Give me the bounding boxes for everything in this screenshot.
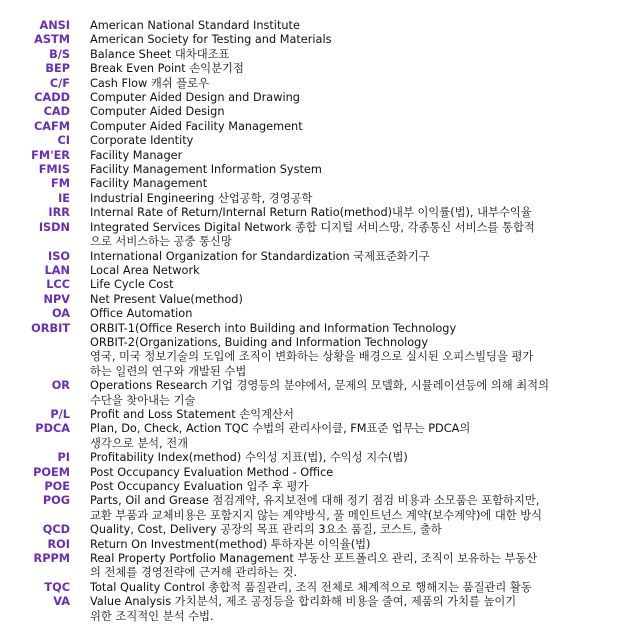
- definition-line: 생각으로 분석, 전개: [90, 436, 189, 450]
- glossary-definition: [90, 177, 620, 191]
- glossary-definition: [90, 62, 620, 76]
- glossary-term: NPV: [43, 292, 70, 306]
- glossary-term: IRR: [48, 206, 70, 220]
- glossary-entry: [0, 134, 635, 148]
- definition-line: Cash Flow 캐쉬 플로우: [90, 76, 209, 90]
- glossary-entry: [0, 77, 635, 91]
- definition-line: Profitability Index(method) 수익성 지표(법), 수익성 지수(법): [90, 451, 408, 465]
- glossary-definition: [90, 134, 620, 148]
- glossary-entry: [0, 480, 635, 494]
- glossary-term: P/L: [50, 407, 70, 421]
- glossary-entry: [0, 466, 635, 480]
- glossary-term: ISO: [48, 249, 70, 263]
- definition-line: 으로 서비스하는 공중 통신망: [90, 235, 232, 249]
- glossary-term: POE: [44, 480, 70, 493]
- glossary-definition: [90, 19, 620, 33]
- definition-line: Post Occupancy Evaluation 입주 후 평가: [90, 480, 309, 493]
- definition-line: Integrated Services Digital Network 종합 디지털 서비스망, 각종통신 서비스를 통합적: [90, 220, 535, 234]
- glossary-definition: [90, 595, 620, 624]
- definition-line: Office Automation: [90, 307, 193, 321]
- glossary-term: ANSI: [39, 19, 70, 32]
- glossary-term: LCC: [46, 278, 70, 292]
- glossary-entry: [0, 48, 635, 62]
- glossary-definition: [90, 322, 620, 380]
- glossary-entry: [0, 293, 635, 307]
- definition-line: Local Area Network: [90, 263, 200, 277]
- definition-line: 교환 부품과 교체비용은 포함지지 않는 계약방식, 풀 메인트넌스 계약(보수계약)에 대한 방식: [90, 508, 543, 522]
- glossary-term: PI: [57, 451, 70, 465]
- glossary-entry: [0, 451, 635, 465]
- definition-line: Computer Aided Facility Management: [90, 119, 303, 133]
- glossary-definition: [90, 48, 620, 62]
- glossary-entry: [0, 422, 635, 451]
- glossary-entry: [0, 278, 635, 292]
- definition-line: Post Occupancy Evaluation Method - Office: [90, 465, 334, 479]
- glossary-term: VA: [53, 595, 70, 609]
- glossary-entry: [0, 581, 635, 595]
- glossary-definition: [90, 307, 620, 321]
- definition-line: Life Cycle Cost: [90, 278, 174, 292]
- glossary-entry: [0, 19, 635, 33]
- glossary-term: C/F: [49, 76, 70, 90]
- glossary-term: CAFM: [34, 119, 70, 133]
- glossary-term: CI: [57, 134, 70, 148]
- definition-line: Profit and Loss Statement 손익계산서: [90, 407, 294, 421]
- glossary-term: ASTM: [34, 33, 70, 47]
- definition-line: Operations Research 기업 경영등의 분야에서, 문제의 모델화, 시뮬레이션등에 의해 최적의: [90, 379, 549, 393]
- glossary-definition: [90, 494, 620, 523]
- glossary-definition: [90, 221, 620, 250]
- glossary-term: CAD: [43, 105, 70, 119]
- definition-line: Facility Management Information System: [90, 163, 322, 177]
- glossary-entry: [0, 523, 635, 537]
- glossary-term: CADD: [34, 91, 70, 105]
- glossary-entry: [0, 120, 635, 134]
- definition-line: Break Even Point 손익분기점: [90, 62, 244, 76]
- glossary-definition: [90, 264, 620, 278]
- glossary-definition: [90, 33, 620, 47]
- glossary-entry: [0, 163, 635, 177]
- definition-line: International Organization for Standardization 국제표준화기구: [90, 249, 430, 263]
- definition-line: Facility Manager: [90, 148, 183, 162]
- glossary-definition: [90, 552, 620, 581]
- glossary-definition: [90, 293, 620, 307]
- glossary-term: B/S: [49, 47, 70, 61]
- definition-line: Corporate Identity: [90, 134, 194, 148]
- definition-line: Computer Aided Design: [90, 105, 225, 119]
- glossary-entry: [0, 494, 635, 523]
- glossary-term: QCD: [42, 523, 70, 537]
- glossary-entry: [0, 250, 635, 264]
- glossary-definition: [90, 379, 620, 408]
- glossary-definition: [90, 581, 620, 595]
- glossary-term: IE: [58, 191, 70, 205]
- glossary-definition: [90, 278, 620, 292]
- glossary-entry: [0, 408, 635, 422]
- glossary-definition: [90, 538, 620, 552]
- glossary-definition: [90, 206, 620, 220]
- definition-line: ORBIT-1(Office Reserch into Building and Information Technology: [90, 321, 457, 335]
- glossary-definition: [90, 163, 620, 177]
- glossary-term: FMIS: [38, 163, 70, 177]
- glossary-definition: [90, 120, 620, 134]
- glossary-definition: [90, 91, 620, 105]
- glossary-definition: [90, 523, 620, 537]
- definition-line: Return On Investment(method) 투하자본 이익율(법): [90, 537, 371, 551]
- glossary-term: OA: [51, 307, 70, 321]
- glossary-term: RPPM: [33, 552, 70, 566]
- glossary-term: BEP: [45, 62, 70, 76]
- glossary-entry: [0, 177, 635, 191]
- definition-line: Facility Management: [90, 177, 208, 191]
- glossary-term: ORBIT: [31, 321, 70, 335]
- glossary-entry: [0, 192, 635, 206]
- definition-line: 영국, 미국 정보기술의 도입에 조직이 변화하는 상황을 배경으로 실시된 오피스빌딩을 평가: [90, 350, 534, 364]
- glossary-entry: [0, 206, 635, 220]
- glossary-definition: [90, 250, 620, 264]
- definition-line: Industrial Engineering 산업공학, 경영공학: [90, 191, 313, 205]
- glossary-definition: [90, 480, 620, 494]
- definition-line: Computer Aided Design and Drawing: [90, 91, 300, 105]
- glossary-entry: [0, 33, 635, 47]
- glossary-term: POG: [42, 494, 70, 508]
- glossary-entry: [0, 538, 635, 552]
- glossary-term: TQC: [44, 580, 70, 594]
- glossary-term: FM: [51, 177, 70, 191]
- definition-line: Net Present Value(method): [90, 292, 243, 306]
- glossary-entry: [0, 595, 635, 624]
- glossary-entry: [0, 379, 635, 408]
- definition-line: Total Quality Control 총합적 품질관리, 조직 전체로 체계적으로 행해지는 품질관리 활동: [90, 580, 532, 594]
- definition-line: American National Standard Institute: [90, 19, 300, 32]
- definition-line: Balance Sheet 대차대조표: [90, 47, 230, 61]
- glossary-entry: [0, 552, 635, 581]
- definition-line: 수단을 찾아내는 기술: [90, 393, 196, 407]
- definition-line: Plan, Do, Check, Action TQC 수법의 관리사이클, FM표준 업무는 PDCA의: [90, 422, 471, 436]
- glossary-term: ISDN: [38, 220, 70, 234]
- glossary-entry: [0, 221, 635, 250]
- glossary-entry: [0, 91, 635, 105]
- glossary-definition: [90, 451, 620, 465]
- glossary-definition: [90, 422, 620, 451]
- definition-line: ORBIT-2(Organizations, Buiding and Information Technology: [90, 335, 429, 349]
- glossary-definition: [90, 77, 620, 91]
- definition-line: Value Analysis 가치분석, 제조 공정등을 합리화해 비용을 줄여, 제품의 가치를 높이기: [90, 595, 517, 609]
- glossary-term: FM'ER: [31, 148, 70, 162]
- definition-line: 하는 일련의 연구와 개발된 수법: [90, 364, 247, 378]
- definition-line: 위한 조직적인 분석 수법.: [90, 609, 214, 623]
- definition-line: Quality, Cost, Delivery 공장의 목표 관리의 3요소 품질, 코스트, 출하: [90, 523, 442, 537]
- glossary-term: ROI: [47, 537, 70, 551]
- glossary-definition: [90, 466, 620, 480]
- definition-line: Internal Rate of Return/Internal Return Ratio(method)내부 이익률(법), 내부수익율: [90, 206, 532, 220]
- glossary-definition: [90, 408, 620, 422]
- glossary-term: LAN: [44, 263, 70, 277]
- glossary-entry: [0, 307, 635, 321]
- glossary-term: OR: [51, 379, 70, 393]
- glossary-definition: [90, 192, 620, 206]
- definition-line: 의 전체를 경영전략에 근거해 관리하는 것.: [90, 566, 298, 580]
- glossary-term: POEM: [33, 465, 70, 479]
- definition-line: Parts, Oil and Grease 점검계약, 유지보전에 대해 정기 점검 비용과 소모품은 포함하지만,: [90, 494, 540, 508]
- definition-line: American Society for Testing and Materials: [90, 33, 332, 47]
- glossary-entry: [0, 62, 635, 76]
- glossary-entry: [0, 105, 635, 119]
- glossary-definition: [90, 149, 620, 163]
- glossary-entry: [0, 149, 635, 163]
- glossary-entry: [0, 322, 635, 380]
- glossary-entry: [0, 264, 635, 278]
- definition-line: Real Property Portfolio Management 부동산 포트폴리오 관리, 조직이 보유하는 부동산: [90, 552, 538, 566]
- glossary-term: PDCA: [35, 422, 70, 436]
- glossary-list: [0, 19, 635, 624]
- glossary-definition: [90, 105, 620, 119]
